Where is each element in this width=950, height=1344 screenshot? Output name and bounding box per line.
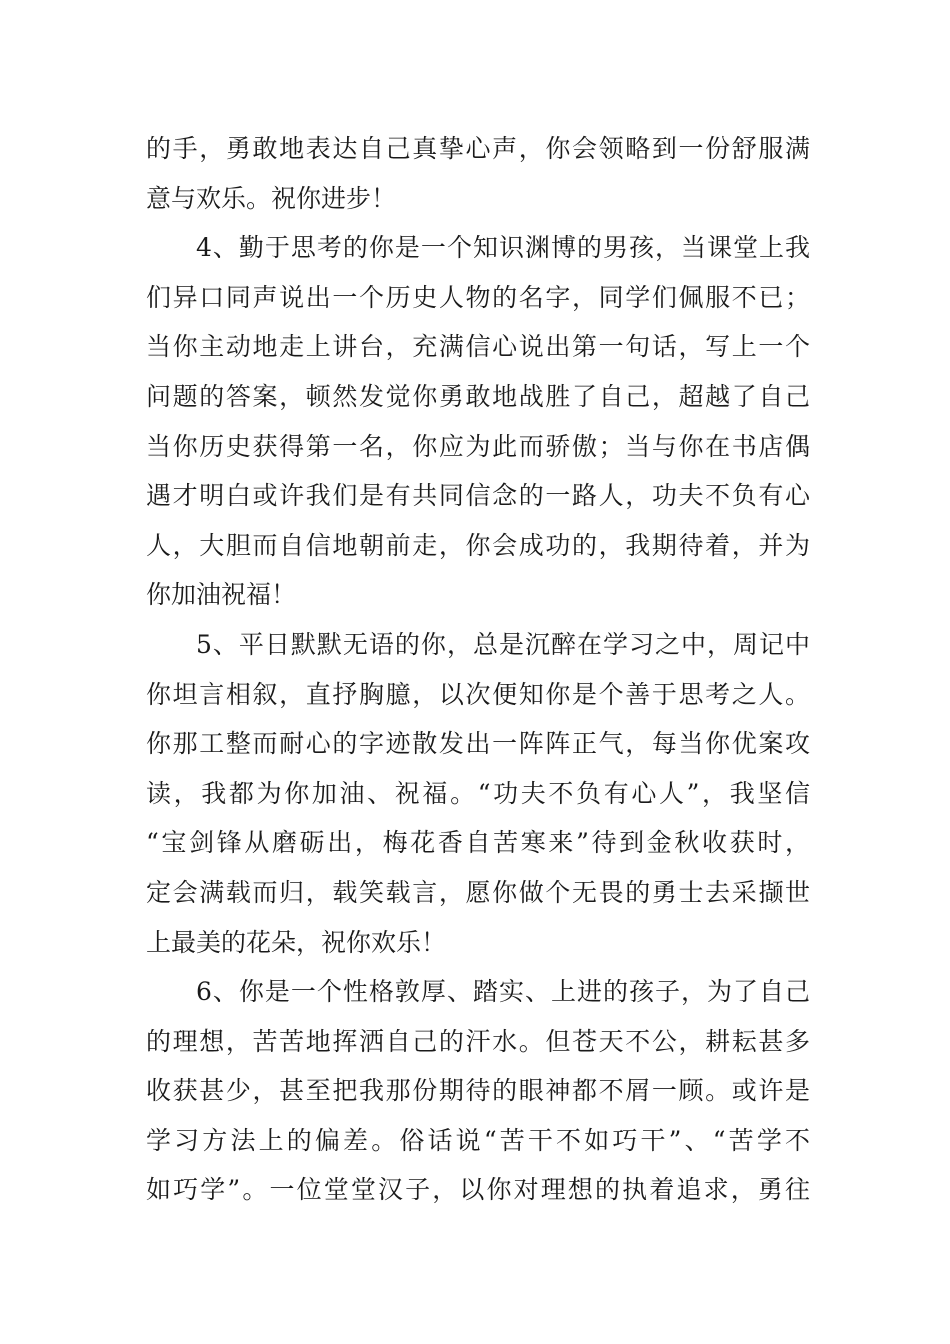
text-line: 的理想，苦苦地挥洒自己的汗水。但苍天不公，耕耘甚多 — [146, 1026, 810, 1056]
paragraph-4-first-line: 4、勤于思考的你是一个知识渊博的男孩，当课堂上我 — [196, 233, 810, 263]
text-line: 的手，勇敢地表达自己真挚心声，你会领略到一份舒服满 — [146, 134, 810, 163]
text-line: 们异口同声说出一个历史人物的名字，同学们佩服不已； — [146, 282, 810, 312]
paragraph-6-first-line: 6、你是一个性格敦厚、踏实、上进的孩子，为了自己 — [196, 977, 810, 1007]
body-text — [146, 124, 810, 1215]
text-line: 收获甚少，甚至把我那份期待的眼神都不屑一顾。或许是 — [146, 1076, 810, 1106]
text-line: 当你主动地走上讲台，充满信心说出第一句话，写上一个 — [146, 332, 810, 362]
text-line: “宝剑锋从磨砺出，梅花香自苦寒来”待到金秋收获时， — [146, 828, 810, 858]
text-line: 学习方法上的偏差。俗话说“苦干不如巧干”、“苦学不 — [146, 1125, 810, 1155]
text-line: 意与欢乐。祝你进步！ — [146, 183, 397, 213]
text-line: 上最美的花朵，祝你欢乐！ — [146, 927, 447, 957]
text-line: 如巧学”。一位堂堂汉子，以你对理想的执着追求，勇往 — [146, 1175, 810, 1205]
text-line: 你加油祝福！ — [146, 580, 297, 610]
paragraph-5-first-line: 5、平日默默无语的你，总是沉醉在学习之中，周记中 — [196, 629, 810, 659]
text-line: 当你历史获得第一名，你应为此而骄傲；当与你在书店偶 — [146, 431, 810, 461]
text-line: 你那工整而耐心的字迹散发出一阵阵正气，每当你优案攻 — [146, 729, 810, 759]
text-line: 你坦言相叙，直抒胸臆，以次便知你是个善于思考之人。 — [146, 679, 810, 709]
text-line: 人，大胆而自信地朝前走，你会成功的，我期待着，并为 — [146, 530, 810, 560]
text-line: 问题的答案，顿然发觉你勇敢地战胜了自己，超越了自己 — [146, 381, 810, 411]
text-line: 定会满载而归，载笑载言，愿你做个无畏的勇士去采撷世 — [146, 877, 810, 907]
text-line: 遇才明白或许我们是有共同信念的一路人，功夫不负有心 — [146, 481, 810, 511]
text-line: 读，我都为你加油、祝福。“功夫不负有心人”，我坚信 — [146, 778, 810, 808]
